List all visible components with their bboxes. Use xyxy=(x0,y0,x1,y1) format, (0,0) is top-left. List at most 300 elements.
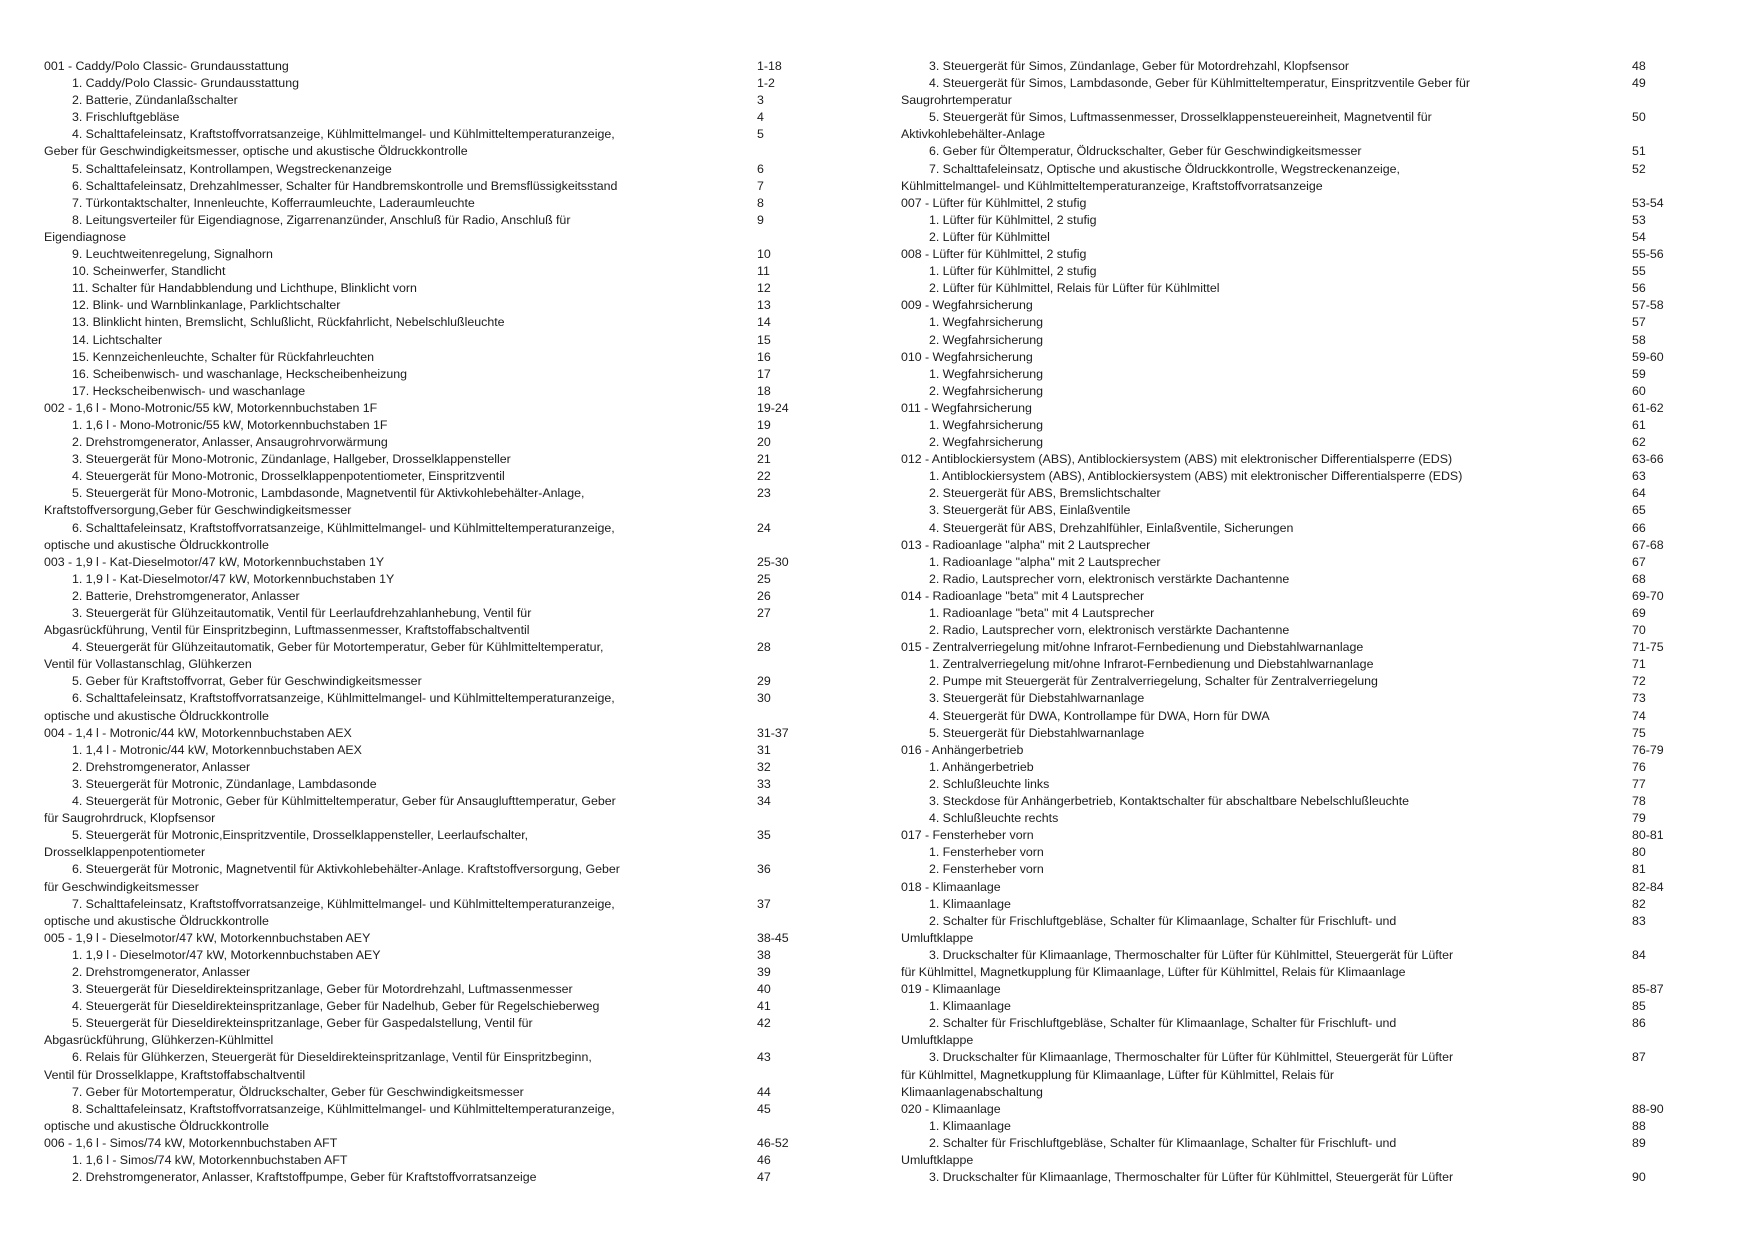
toc-label-line: 2. Radio, Lautsprecher vorn, elektronisch verstärkte Dachantenne xyxy=(929,623,1290,638)
toc-row[interactable] xyxy=(901,759,1728,776)
toc-page-number: 14 xyxy=(757,315,771,330)
toc-item-label xyxy=(901,314,1632,331)
toc-page-number: 84 xyxy=(1632,947,1646,962)
toc-page-number: 25-30 xyxy=(757,554,789,569)
toc-row[interactable] xyxy=(44,400,865,417)
toc-item-label xyxy=(901,947,1632,981)
toc-page-number: 71-75 xyxy=(1632,640,1664,655)
toc-label-continuation: Eigendiagnose xyxy=(44,229,126,244)
toc-row[interactable] xyxy=(901,913,1728,947)
toc-label-continuation: Geber für Geschwindigkeitsmesser, optische und akustische Öldruckkontrolle xyxy=(44,144,468,159)
toc-page-number: 58 xyxy=(1632,332,1646,347)
toc-row[interactable] xyxy=(44,725,865,742)
toc-label-continuation: optische und akustische Öldruckkontrolle xyxy=(44,708,269,723)
toc-page-number: 77 xyxy=(1632,776,1646,791)
toc-row[interactable] xyxy=(901,656,1728,673)
toc-label-line: 017 - Fensterheber vorn xyxy=(901,828,1034,843)
toc-label-line: 13. Blinklicht hinten, Bremslicht, Schlußlicht, Rückfahrlicht, Nebelschlußleuchte xyxy=(72,315,505,330)
toc-item-label xyxy=(44,417,757,434)
toc-row[interactable] xyxy=(901,417,1728,434)
toc-row[interactable] xyxy=(44,554,865,571)
toc-row[interactable] xyxy=(901,383,1728,400)
toc-label-line: 1. Zentralverriegelung mit/ohne Infrarot-Fernbedienung und Diebstahlwarnanlage xyxy=(929,657,1374,672)
toc-label-line: 1. Radioanlage "beta" mit 4 Lautsprecher xyxy=(929,606,1155,620)
toc-page-number: 32 xyxy=(757,759,771,774)
toc-item-label xyxy=(44,776,757,793)
toc-label-line: 1. Wegfahrsicherung xyxy=(929,417,1044,432)
toc-row[interactable] xyxy=(901,639,1728,656)
toc-item-label xyxy=(901,263,1632,280)
toc-row[interactable] xyxy=(901,314,1728,331)
toc-label-line: 6. Geber für Öltemperatur, Öldruckschalter, Geber für Geschwindigkeitsmesser xyxy=(929,144,1362,159)
toc-label-line: 9. Leuchtweitenregelung, Signalhorn xyxy=(72,247,273,262)
toc-page-number: 34 xyxy=(757,794,771,809)
toc-row[interactable] xyxy=(44,417,865,434)
toc-row[interactable] xyxy=(44,314,865,331)
toc-row[interactable] xyxy=(44,161,865,178)
toc-row[interactable] xyxy=(44,1152,865,1169)
toc-item-label xyxy=(44,639,757,673)
toc-row[interactable] xyxy=(44,1169,865,1186)
toc-label-line: 014 - Radioanlage "beta" mit 4 Lautsprecher xyxy=(901,588,1145,603)
toc-row[interactable] xyxy=(44,759,865,776)
toc-item-label xyxy=(901,280,1632,297)
toc-label-line: 1. 1,4 l - Motronic/44 kW, Motorkennbuchstaben AEX xyxy=(72,742,362,757)
toc-label-line: 6. Steuergerät für Motronic, Magnetventil für Aktivkohlebehälter-Anlage. Kraftstoffversorgung, Geber xyxy=(72,862,620,877)
toc-row[interactable] xyxy=(901,793,1728,810)
toc-label-line: 4. Schlußleuchte rechts xyxy=(929,811,1059,826)
toc-label-line: 2. Wegfahrsicherung xyxy=(929,332,1044,347)
toc-row[interactable] xyxy=(44,434,865,451)
toc-item-label xyxy=(901,366,1632,383)
toc-page-number: 3 xyxy=(757,93,764,108)
toc-label-line: 019 - Klimaanlage xyxy=(901,982,1001,997)
toc-row[interactable] xyxy=(44,1015,865,1049)
toc-row[interactable] xyxy=(44,212,865,246)
toc-label-line: 17. Heckscheibenwisch- und waschanlage xyxy=(72,383,306,398)
toc-page-number: 87 xyxy=(1632,1050,1646,1065)
toc-row[interactable] xyxy=(901,451,1728,468)
toc-row[interactable] xyxy=(901,947,1728,981)
toc-page-number: 51 xyxy=(1632,144,1646,159)
toc-page-number: 27 xyxy=(757,606,771,620)
toc-label-line: 2. Schlußleuchte links xyxy=(929,776,1050,791)
toc-page-number: 38-45 xyxy=(757,930,789,945)
toc-row[interactable] xyxy=(901,349,1728,366)
toc-label-line: 2. Lüfter für Kühlmittel xyxy=(929,229,1050,244)
toc-row[interactable] xyxy=(901,485,1728,502)
toc-row[interactable] xyxy=(44,280,865,297)
toc-page-number: 1-18 xyxy=(757,59,782,73)
toc-row[interactable] xyxy=(44,1135,865,1152)
toc-page-number: 41 xyxy=(757,999,771,1014)
toc-row[interactable] xyxy=(44,673,865,690)
toc-label-line: 1. Caddy/Polo Classic- Grundausstattung xyxy=(72,76,299,91)
toc-item-label xyxy=(44,246,757,263)
toc-label-line: 2. Wegfahrsicherung xyxy=(929,435,1044,450)
toc-page-number: 46 xyxy=(757,1153,771,1167)
toc-row[interactable] xyxy=(901,1169,1728,1186)
toc-row[interactable] xyxy=(901,1101,1728,1118)
toc-item-label xyxy=(901,622,1632,639)
toc-page-number: 4 xyxy=(757,110,764,125)
toc-page-number: 6 xyxy=(757,161,764,176)
toc-row[interactable] xyxy=(901,861,1728,878)
toc-row[interactable] xyxy=(901,58,1728,75)
toc-item-label xyxy=(901,571,1632,588)
toc-item-label xyxy=(901,1015,1632,1049)
toc-item-label xyxy=(901,656,1632,673)
toc-item-label xyxy=(44,1084,757,1101)
toc-row[interactable] xyxy=(44,998,865,1015)
toc-item-label xyxy=(44,571,757,588)
toc-item-label xyxy=(44,1169,757,1186)
toc-label-continuation: Saugrohrtemperatur xyxy=(901,93,1012,108)
toc-label-line: 6. Schalttafeleinsatz, Kraftstoffvorratsanzeige, Kühlmittelmangel- und Kühlmitteltemperaturanzeige, xyxy=(72,691,615,706)
toc-row[interactable] xyxy=(901,827,1728,844)
toc-label-line: 1. Lüfter für Kühlmittel, 2 stufig xyxy=(929,212,1097,227)
toc-group-label xyxy=(901,1101,1632,1118)
toc-label-line: 3. Steuergerät für ABS, Einlaßventile xyxy=(929,503,1131,518)
toc-page-number: 12 xyxy=(757,281,771,296)
toc-label-line: 2. Wegfahrsicherung xyxy=(929,383,1044,398)
toc-item-label xyxy=(44,263,757,280)
toc-row[interactable] xyxy=(44,793,865,827)
toc-group-label xyxy=(44,1135,757,1152)
toc-label-line: 3. Steuergerät für Diebstahlwarnanlage xyxy=(929,691,1145,706)
toc-item-label xyxy=(44,451,757,468)
toc-item-label xyxy=(901,708,1632,725)
toc-row[interactable] xyxy=(44,742,865,759)
toc-page-number: 85 xyxy=(1632,999,1646,1014)
toc-label-line: 004 - 1,4 l - Motronic/44 kW, Motorkennbuchstaben AEX xyxy=(44,725,352,740)
toc-label-line: 8. Leitungsverteiler für Eigendiagnose, Zigarrenanzünder, Anschluß für Radio, Anschluß für xyxy=(72,212,571,227)
toc-row[interactable] xyxy=(901,981,1728,998)
toc-row[interactable] xyxy=(44,690,865,724)
toc-row[interactable] xyxy=(44,263,865,280)
toc-row[interactable] xyxy=(901,1049,1728,1100)
toc-row[interactable] xyxy=(44,366,865,383)
toc-label-line: 4. Steuergerät für ABS, Drehzahlfühler, Einlaßventile, Sicherungen xyxy=(929,520,1294,535)
toc-page-number: 52 xyxy=(1632,161,1646,176)
toc-group-label xyxy=(901,639,1632,656)
toc-row[interactable] xyxy=(901,246,1728,263)
toc-label-line: 001 - Caddy/Polo Classic- Grundausstattung xyxy=(44,59,289,73)
toc-label-line: 3. Steuergerät für Motronic, Zündanlage, Lambdasonde xyxy=(72,776,377,791)
toc-item-label xyxy=(901,520,1632,537)
toc-item-label xyxy=(901,143,1632,160)
toc-label-continuation: Umluftklappe xyxy=(901,930,974,945)
toc-row[interactable] xyxy=(901,1135,1728,1169)
toc-row[interactable] xyxy=(44,520,865,554)
toc-column-left xyxy=(0,58,877,1186)
toc-row[interactable] xyxy=(901,143,1728,160)
toc-row[interactable] xyxy=(44,861,865,895)
toc-row[interactable] xyxy=(901,280,1728,297)
toc-row[interactable] xyxy=(901,537,1728,554)
toc-page-number: 42 xyxy=(757,1016,771,1031)
toc-row[interactable] xyxy=(44,468,865,485)
toc-page-number: 75 xyxy=(1632,725,1646,740)
toc-row[interactable] xyxy=(901,588,1728,605)
toc-row[interactable] xyxy=(44,947,865,964)
toc-page-number: 11 xyxy=(757,264,770,279)
toc-row[interactable] xyxy=(44,1101,865,1135)
toc-row[interactable] xyxy=(901,297,1728,314)
toc-page-number: 31 xyxy=(757,742,771,757)
toc-item-label xyxy=(901,417,1632,434)
toc-row[interactable] xyxy=(44,930,865,947)
toc-label-line: 14. Lichtschalter xyxy=(72,332,163,347)
toc-row[interactable] xyxy=(901,896,1728,913)
toc-row[interactable] xyxy=(901,554,1728,571)
toc-label-continuation: Kühlmittelmangel- und Kühlmitteltemperaturanzeige, Kraftstoffvorratsanzeige xyxy=(901,178,1323,193)
toc-row[interactable] xyxy=(44,92,865,109)
toc-label-line: 15. Kennzeichenleuchte, Schalter für Rückfahrleuchten xyxy=(72,349,374,364)
toc-item-label xyxy=(44,1015,757,1049)
toc-item-label xyxy=(901,1135,1632,1169)
toc-item-label xyxy=(44,793,757,827)
toc-row[interactable] xyxy=(44,75,865,92)
toc-label-line: 1. 1,6 l - Mono-Motronic/55 kW, Motorkennbuchstaben 1F xyxy=(72,417,388,432)
toc-row[interactable] xyxy=(901,622,1728,639)
toc-item-label xyxy=(901,485,1632,502)
toc-label-line: 010 - Wegfahrsicherung xyxy=(901,349,1033,364)
toc-row[interactable] xyxy=(44,1049,865,1083)
toc-page-number: 72 xyxy=(1632,674,1646,689)
toc-row[interactable] xyxy=(44,981,865,998)
toc-page-number: 36 xyxy=(757,862,771,877)
toc-page-number: 55 xyxy=(1632,264,1646,279)
toc-label-line: 2. Radio, Lautsprecher vorn, elektronisch verstärkte Dachantenne xyxy=(929,571,1290,586)
toc-row[interactable] xyxy=(901,673,1728,690)
toc-row[interactable] xyxy=(44,964,865,981)
toc-item-label xyxy=(901,58,1632,75)
toc-page-number: 74 xyxy=(1632,708,1646,723)
toc-page-number: 76-79 xyxy=(1632,742,1664,757)
toc-item-label xyxy=(44,690,757,724)
toc-row[interactable] xyxy=(44,297,865,314)
toc-item-label xyxy=(44,434,757,451)
toc-group-label xyxy=(901,537,1632,554)
toc-row[interactable] xyxy=(44,58,865,75)
toc-page-number: 16 xyxy=(757,349,771,364)
toc-label-line: 12. Blink- und Warnblinkanlage, Parklichtschalter xyxy=(72,298,341,313)
toc-label-line: 11. Schalter für Handabblendung und Lichthupe, Blinklicht vorn xyxy=(72,281,417,296)
toc-row[interactable] xyxy=(901,708,1728,725)
toc-row[interactable] xyxy=(901,520,1728,537)
toc-row[interactable] xyxy=(901,1118,1728,1135)
toc-item-label xyxy=(44,861,757,895)
toc-page-number: 83 xyxy=(1632,913,1646,928)
toc-item-label xyxy=(44,998,757,1015)
toc-row[interactable] xyxy=(901,1015,1728,1049)
toc-row[interactable] xyxy=(44,571,865,588)
toc-page-number: 53-54 xyxy=(1632,195,1664,210)
toc-page-number: 24 xyxy=(757,520,771,535)
toc-page-number: 54 xyxy=(1632,229,1646,244)
toc-label-line: 015 - Zentralverriegelung mit/ohne Infrarot-Fernbedienung und Diebstahlwarnanlage xyxy=(901,640,1364,655)
toc-page-number: 71 xyxy=(1632,657,1646,672)
toc-page-number: 31-37 xyxy=(757,725,789,740)
toc-row[interactable] xyxy=(44,195,865,212)
toc-label-line: 008 - Lüfter für Kühlmittel, 2 stufig xyxy=(901,247,1087,262)
toc-label-line: 4. Steuergerät für DWA, Kontrollampe für DWA, Horn für DWA xyxy=(929,708,1270,723)
toc-label-line: 006 - 1,6 l - Simos/74 kW, Motorkennbuchstaben AFT xyxy=(44,1135,338,1150)
toc-label-continuation: Abgasrückführung, Ventil für Einspritzbeginn, Luftmassenmesser, Kraftstoffabschaltventil xyxy=(44,623,530,638)
toc-row[interactable] xyxy=(44,1084,865,1101)
toc-page-number: 68 xyxy=(1632,571,1646,586)
toc-page-number: 49 xyxy=(1632,76,1646,91)
toc-label-line: 2. Drehstromgenerator, Anlasser, Kraftstoffpumpe, Geber für Kraftstoffvorratsanzeige xyxy=(72,1170,537,1185)
toc-row[interactable] xyxy=(44,451,865,468)
toc-label-line: 3. Steuergerät für Simos, Zündanlage, Geber für Motordrehzahl, Klopfsensor xyxy=(929,59,1350,73)
toc-page-number: 28 xyxy=(757,640,771,655)
toc-label-continuation: Ventil für Vollastanschlag, Glühkerzen xyxy=(44,657,252,672)
toc-label-line: 4. Steuergerät für Simos, Lambdasonde, Geber für Kühlmitteltemperatur, Einspritzventile Geber für xyxy=(929,76,1471,91)
toc-row[interactable] xyxy=(44,383,865,400)
toc-page-number: 30 xyxy=(757,691,771,706)
toc-row[interactable] xyxy=(901,195,1728,212)
toc-row[interactable] xyxy=(901,109,1728,143)
toc-label-line: 020 - Klimaanlage xyxy=(901,1101,1001,1116)
toc-item-label xyxy=(901,1169,1632,1186)
toc-row[interactable] xyxy=(44,109,865,126)
toc-page-number: 67-68 xyxy=(1632,537,1664,552)
toc-row[interactable] xyxy=(44,126,865,160)
toc-row[interactable] xyxy=(44,178,865,195)
toc-row[interactable] xyxy=(44,605,865,639)
toc-row[interactable] xyxy=(901,998,1728,1015)
toc-row[interactable] xyxy=(901,161,1728,195)
toc-row[interactable] xyxy=(901,571,1728,588)
toc-page-number: 86 xyxy=(1632,1016,1646,1031)
toc-label-continuation: für Kühlmittel, Magnetkupplung für Klimaanlage, Lüfter für Kühlmittel, Relais für xyxy=(901,1067,1334,1082)
toc-row[interactable] xyxy=(44,827,865,861)
toc-label-line: 003 - 1,9 l - Kat-Dieselmotor/47 kW, Motorkennbuchstaben 1Y xyxy=(44,554,385,569)
toc-item-label xyxy=(44,605,757,639)
toc-row[interactable] xyxy=(901,776,1728,793)
toc-item-label xyxy=(901,725,1632,742)
toc-group-label xyxy=(901,981,1632,998)
toc-page-number: 82 xyxy=(1632,896,1646,911)
toc-item-label xyxy=(44,947,757,964)
toc-row[interactable] xyxy=(901,75,1728,109)
toc-row[interactable] xyxy=(901,366,1728,383)
toc-page-number: 76 xyxy=(1632,759,1646,774)
toc-page-number: 44 xyxy=(757,1084,771,1099)
toc-item-label xyxy=(44,349,757,366)
toc-page-number: 73 xyxy=(1632,691,1646,706)
toc-row[interactable] xyxy=(901,879,1728,896)
toc-row[interactable] xyxy=(44,639,865,673)
toc-row[interactable] xyxy=(901,434,1728,451)
toc-page-number: 63-66 xyxy=(1632,452,1664,467)
toc-page-number: 9 xyxy=(757,212,764,227)
toc-item-label xyxy=(901,690,1632,707)
toc-item-label xyxy=(44,588,757,605)
toc-group-label xyxy=(901,400,1632,417)
toc-label-line: 2. Drehstromgenerator, Anlasser, Ansaugrohrvorwärmung xyxy=(72,435,388,450)
toc-item-label xyxy=(901,1049,1632,1100)
toc-item-label xyxy=(901,332,1632,349)
toc-page-number: 85-87 xyxy=(1632,982,1664,997)
toc-label-line: 1. 1,6 l - Simos/74 kW, Motorkennbuchstaben AFT xyxy=(72,1153,348,1167)
toc-row[interactable] xyxy=(44,896,865,930)
toc-row[interactable] xyxy=(44,485,865,519)
toc-page-number: 57 xyxy=(1632,315,1646,330)
toc-row[interactable] xyxy=(901,400,1728,417)
toc-item-label xyxy=(44,485,757,519)
toc-page-number: 8 xyxy=(757,195,764,210)
toc-row[interactable] xyxy=(44,246,865,263)
toc-page-number: 46-52 xyxy=(757,1135,789,1150)
toc-label-continuation: Umluftklappe xyxy=(901,1033,974,1048)
toc-table-left xyxy=(44,58,865,1186)
toc-label-line: 1. Klimaanlage xyxy=(929,999,1011,1014)
toc-page-number: 19-24 xyxy=(757,400,789,415)
toc-row[interactable] xyxy=(44,349,865,366)
toc-row[interactable] xyxy=(901,212,1728,229)
toc-row[interactable] xyxy=(44,332,865,349)
toc-row[interactable] xyxy=(901,332,1728,349)
toc-label-line: 7. Schalttafeleinsatz, Kraftstoffvorratsanzeige, Kühlmittelmangel- und Kühlmitteltemperaturanzeige, xyxy=(72,896,615,911)
toc-row[interactable] xyxy=(901,502,1728,519)
toc-group-label xyxy=(44,58,757,75)
toc-row[interactable] xyxy=(901,468,1728,485)
toc-label-line: 3. Druckschalter für Klimaanlage, Thermoschalter für Lüfter für Kühlmittel, Steuergerät für Lüfter xyxy=(929,1170,1454,1185)
toc-row[interactable] xyxy=(44,776,865,793)
toc-item-label xyxy=(901,161,1632,195)
toc-label-line: 2. Steuergerät für ABS, Bremslichtschalter xyxy=(929,486,1161,501)
toc-item-label xyxy=(901,212,1632,229)
toc-label-continuation: optische und akustische Öldruckkontrolle xyxy=(44,537,269,552)
toc-row[interactable] xyxy=(901,263,1728,280)
toc-row[interactable] xyxy=(901,690,1728,707)
toc-page-number: 22 xyxy=(757,469,771,484)
toc-label-line: 018 - Klimaanlage xyxy=(901,879,1001,894)
toc-item-label xyxy=(44,759,757,776)
toc-page-number: 90 xyxy=(1632,1170,1646,1185)
toc-label-line: 013 - Radioanlage "alpha" mit 2 Lautsprecher xyxy=(901,537,1151,552)
toc-row[interactable] xyxy=(901,229,1728,246)
toc-row[interactable] xyxy=(901,844,1728,861)
toc-label-line: 4. Steuergerät für Mono-Motronic, Drosselklappenpotentiometer, Einspritzventil xyxy=(72,469,505,484)
toc-label-line: 3. Frischluftgebläse xyxy=(72,110,180,125)
toc-label-continuation: für Saugrohrdruck, Klopfsensor xyxy=(44,811,216,826)
toc-item-label xyxy=(44,195,757,212)
toc-row[interactable] xyxy=(901,725,1728,742)
toc-page-number: 39 xyxy=(757,964,771,979)
toc-table-right xyxy=(901,58,1728,1186)
toc-row[interactable] xyxy=(901,742,1728,759)
toc-group-label xyxy=(901,827,1632,844)
toc-label-line: 1. Antiblockiersystem (ABS), Antiblockiersystem (ABS) mit elektronischer Differentialsperre (EDS) xyxy=(929,469,1463,484)
toc-row[interactable] xyxy=(901,605,1728,622)
toc-row[interactable] xyxy=(44,588,865,605)
toc-label-line: 3. Steckdose für Anhängerbetrieb, Kontaktschalter für abschaltbare Nebelschlußleuchte xyxy=(929,794,1410,809)
toc-item-label xyxy=(44,161,757,178)
toc-label-continuation: Kraftstoffversorgung,Geber für Geschwindigkeitsmesser xyxy=(44,503,352,518)
toc-page-number: 47 xyxy=(757,1170,771,1185)
toc-page-number: 63 xyxy=(1632,469,1646,484)
toc-item-label xyxy=(44,92,757,109)
toc-row[interactable] xyxy=(901,810,1728,827)
toc-label-line: 5. Geber für Kraftstoffvorrat, Geber für Geschwindigkeitsmesser xyxy=(72,674,422,689)
toc-label-line: 10. Scheinwerfer, Standlicht xyxy=(72,264,226,279)
toc-page-number: 20 xyxy=(757,435,771,450)
toc-label-line: 005 - 1,9 l - Dieselmotor/47 kW, Motorkennbuchstaben AEY xyxy=(44,930,371,945)
